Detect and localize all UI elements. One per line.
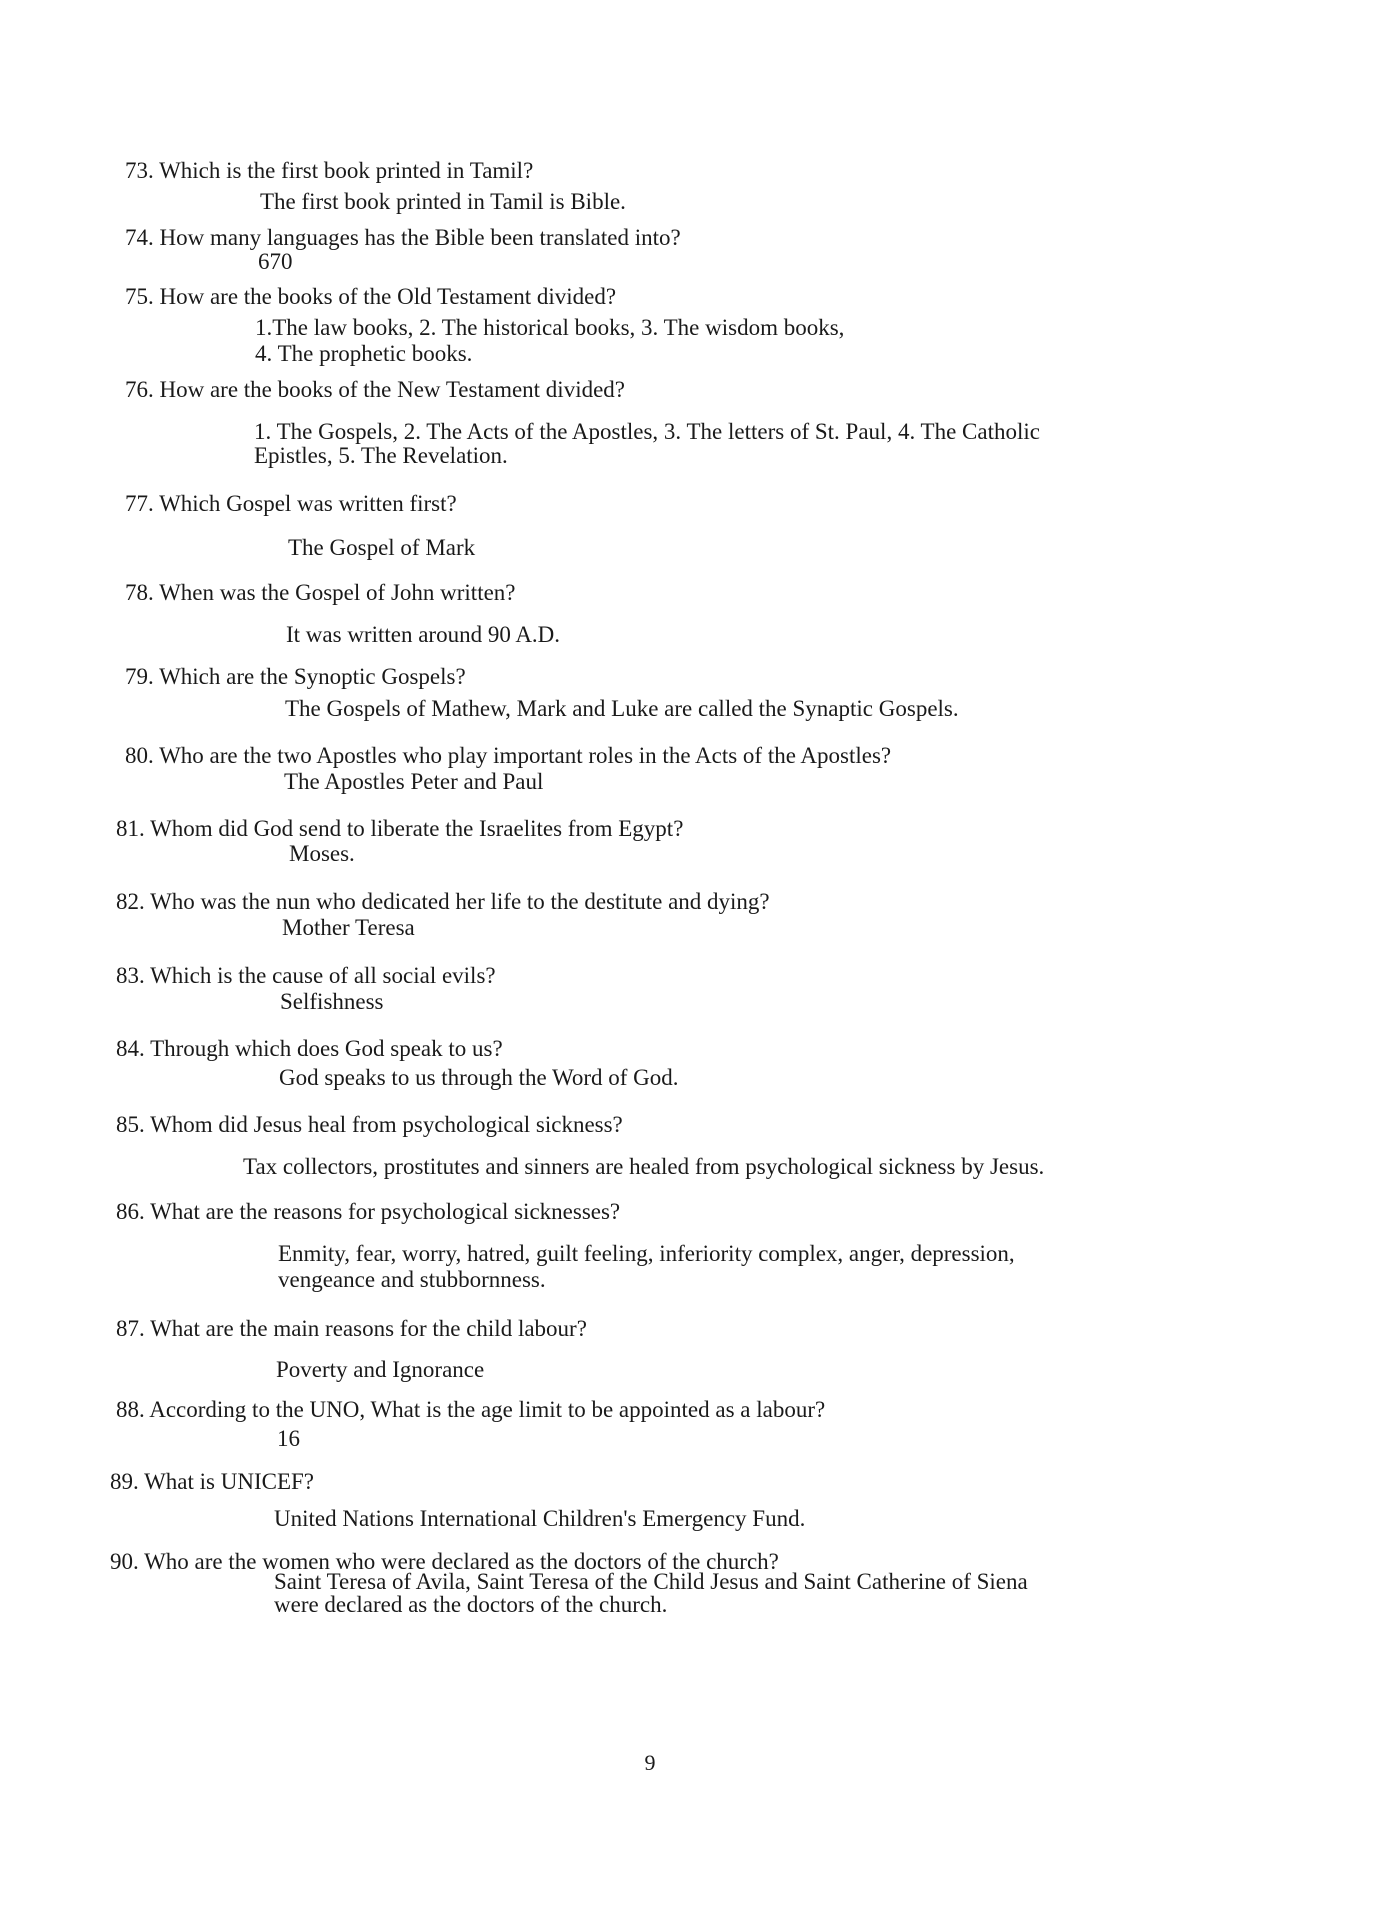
answer-text: 1.The law books, 2. The historical books, 3. The wisdom books,: [255, 315, 845, 340]
answer-text: Tax collectors, prostitutes and sinners are healed from psychological sickness by Jesus.: [243, 1154, 1045, 1179]
question-text: 90. Who are the women who were declared as the doctors of the church?: [110, 1549, 779, 1574]
question-text: 73. Which is the first book printed in Tamil?: [125, 158, 534, 183]
question-text: 75. How are the books of the Old Testament divided?: [125, 284, 617, 309]
question-text: 77. Which Gospel was written first?: [125, 491, 457, 516]
question-text: 78. When was the Gospel of John written?: [125, 580, 516, 605]
question-text: 84. Through which does God speak to us?: [116, 1036, 503, 1061]
question-text: 76. How are the books of the New Testament divided?: [125, 377, 626, 402]
answer-text: The Gospel of Mark: [288, 535, 476, 560]
answer-text: 670: [258, 249, 293, 274]
question-text: 85. Whom did Jesus heal from psychological sickness?: [116, 1112, 623, 1137]
answer-text: Poverty and Ignorance: [276, 1357, 485, 1382]
answer-text: God speaks to us through the Word of God.: [279, 1065, 679, 1090]
answer-text: were declared as the doctors of the church.: [274, 1592, 668, 1617]
question-text: 86. What are the reasons for psychological sicknesses?: [116, 1199, 621, 1224]
answer-text: The first book printed in Tamil is Bible.: [260, 189, 626, 214]
question-text: 74. How many languages has the Bible been translated into?: [125, 225, 681, 250]
question-text: 81. Whom did God send to liberate the Israelites from Egypt?: [116, 816, 684, 841]
page-number: 9: [644, 1750, 656, 1775]
answer-text: Selfishness: [280, 989, 384, 1014]
answer-text: vengeance and stubbornness.: [278, 1267, 546, 1292]
answer-text: Moses.: [289, 841, 355, 866]
answer-text: The Gospels of Mathew, Mark and Luke are called the Synaptic Gospels.: [285, 696, 959, 721]
answer-text: The Apostles Peter and Paul: [284, 769, 544, 794]
question-text: 83. Which is the cause of all social evils?: [116, 963, 496, 988]
question-text: 80. Who are the two Apostles who play important roles in the Acts of the Apostles?: [125, 743, 892, 768]
answer-text: It was written around 90 A.D.: [286, 622, 561, 647]
answer-text: Saint Teresa of Avila, Saint Teresa of the Child Jesus and Saint Catherine of Siena: [274, 1569, 1028, 1594]
question-text: 82. Who was the nun who dedicated her life to the destitute and dying?: [116, 889, 770, 914]
question-text: 89. What is UNICEF?: [110, 1469, 315, 1494]
answer-text: 4. The prophetic books.: [255, 341, 473, 366]
question-text: 79. Which are the Synoptic Gospels?: [125, 664, 466, 689]
answer-text: Epistles, 5. The Revelation.: [254, 443, 508, 468]
answer-text: United Nations International Children's Emergency Fund.: [274, 1506, 806, 1531]
question-text: 88. According to the UNO, What is the age limit to be appointed as a labour?: [116, 1397, 826, 1422]
answer-text: 1. The Gospels, 2. The Acts of the Apostles, 3. The letters of St. Paul, 4. The Catholic: [254, 419, 1040, 444]
question-text: 87. What are the main reasons for the child labour?: [116, 1316, 587, 1341]
answer-text: Enmity, fear, worry, hatred, guilt feeling, inferiority complex, anger, depression,: [278, 1241, 1015, 1266]
answer-text: Mother Teresa: [282, 915, 415, 940]
answer-text: 16: [277, 1426, 300, 1451]
